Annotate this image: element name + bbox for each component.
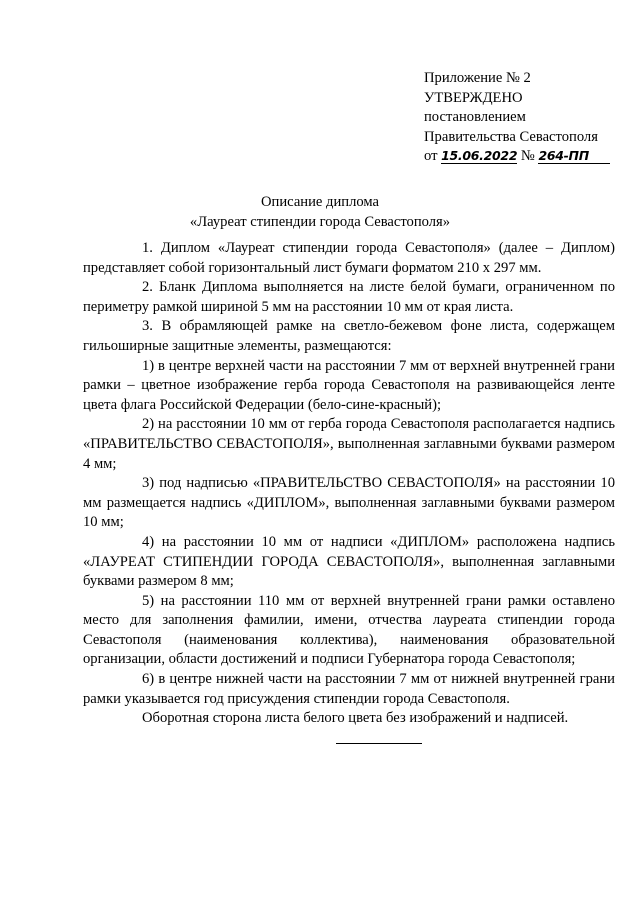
decree-date: 15.06.2022 bbox=[441, 148, 518, 164]
approval-stamp bbox=[424, 69, 624, 167]
decree-date-line bbox=[424, 147, 624, 167]
document-subtitle: «Лауреат стипендии города Севастополя» bbox=[189, 214, 451, 230]
document-title: Описание диплома bbox=[261, 194, 379, 210]
paragraph-3-item-4: 4) на расстоянии 10 мм от надписи «ДИПЛОМ» расположена надпись «ЛАУРЕАТ СТИПЕНДИИ ГОРОДА СЕВАСТОПОЛЯ», выполненная заглавными буквами размером 8 мм; bbox=[83, 533, 615, 590]
approved-label: УТВЕРЖДЕНО bbox=[424, 89, 523, 106]
decree-number: 264-ПП bbox=[538, 148, 589, 164]
paragraph-3-item-5: 5) на расстоянии 110 мм от верхней внутренней грани рамки оставлено место для заполнения фамилии, имени, отчества лауреата стипендии города Севастополя (наименования коллектива), наименования образовательной организации, области достижений и подписи Губернатора города Севастополя; bbox=[83, 592, 615, 668]
appendix-label: Приложение № 2 bbox=[424, 70, 531, 86]
document-body bbox=[83, 239, 615, 729]
number-prefix: № bbox=[520, 148, 535, 165]
paragraph-3-item-6: 6) в центре нижней части на расстоянии 7 мм от нижней внутренней грани рамки указывается год присуждения стипендии города Севастополя. bbox=[83, 671, 615, 707]
paragraph-3-item-1: 1) в центре верхней части на расстоянии 7 мм от верхней внутренней грани рамки – цветное изображение герба города Севастополя на развивающейся ленте цвета флага Российской Федерации (бело-сине-красный); bbox=[83, 357, 615, 413]
paragraph-back-side: Оборотная сторона листа белого цвета без изображений и надписей. bbox=[142, 710, 569, 727]
date-prefix: от bbox=[424, 148, 438, 165]
paragraph-2: 2. Бланк Диплома выполняется на листе белой бумаги, ограниченном по периметру рамкой шириной 5 мм на расстоянии 10 мм от края листа. bbox=[83, 279, 615, 315]
decree-label: постановлением bbox=[424, 109, 526, 126]
end-divider bbox=[336, 743, 422, 744]
government-label: Правительства Севастополя bbox=[424, 128, 598, 145]
paragraph-3: 3. В обрамляющей рамке на светло-бежевом фоне листа, содержащем гильоширные защитные элементы, размещаются: bbox=[83, 318, 615, 354]
paragraph-3-item-3: 3) под надписью «ПРАВИТЕЛЬСТВО СЕВАСТОПОЛЯ» на расстоянии 10 мм размещается надпись «ДИПЛОМ», выполненная заглавными буквами размером 10 мм; bbox=[83, 475, 615, 531]
paragraph-1: 1. Диплом «Лауреат стипендии города Севастополя» (далее – Диплом) представляет собой горизонтальный лист бумаги форматом 210 x 297 мм. bbox=[83, 240, 615, 276]
paragraph-3-item-2: 2) на расстоянии 10 мм от герба города Севастополя располагается надпись «ПРАВИТЕЛЬСТВО СЕВАСТОПОЛЯ», выполненная заглавными буквами размером 4 мм; bbox=[83, 416, 615, 472]
